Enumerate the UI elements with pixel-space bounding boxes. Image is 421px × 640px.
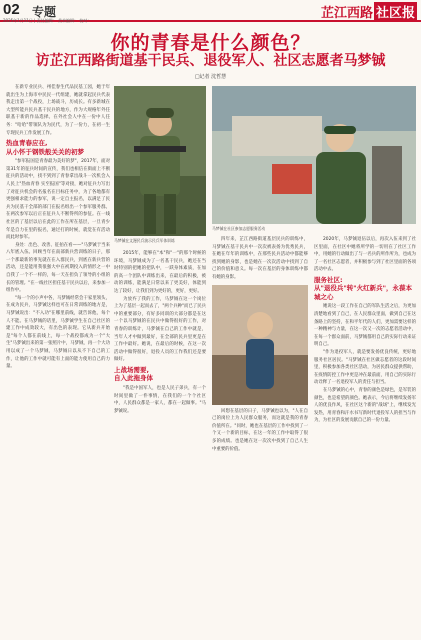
paragraph: "参军报国是青春最为美好的梦"，2017年，面对第31年的征兵时间的宣传，我们也相信在街面上不断征兵的活动中，找不到到了青春拿出战斗一次机会入人民上"热血青春 实至报国"等对接，她对征兵力写出了对征兵机会的名报名在目标任务中，为了各地都有更强相求能力的参军，说一定自主报名，以满足了民兵为民基干全部的部门在报名组出一个参军服务群。在两次参军以后正在征兵人不断得所的参征。在一线社区的了基层以后在此的工作在所在基层，一旦青少年是自力在里的报名，通过打的时候，就觉在有活动而此时参军。 — [6, 159, 110, 241]
column-4 — [314, 236, 416, 636]
masthead-name: 芷江西路 — [320, 6, 373, 21]
paragraph: 身处：出色、改善、征拍在看——"马梦铖于当来八年底入伍。回顾当年在南部新兵营训练的日子，那一个那最新的事先就在在入群民兵，到底在新兵营的活动，还是能用我很强大中在初期投入的情形之一中自我了一个不一样的，每一天在担负了领导的小组的长的管理。"在一线社区担任基干民兵以后，来参加一组作中。 — [6, 242, 110, 294]
page-number: 02 — [3, 1, 20, 18]
section-heading-3: 服务社区: 从"退役兵"转"火红新兵"，永葆本 城之心 — [314, 275, 413, 301]
section-heading-2: 上战场需要, 自入此拖身体 — [114, 365, 153, 383]
paragraph: 在马梦铖的心中，青春的颜色是绿色，是军装的颜色，也是希望的颜色。她表示，今后将继续发扬军人的优良作风，在社区这个新的"战场"上，继续发光发热，用青春和汗水书写新时代退役军人的担当与作为，为社区的发展贡献自己的一份力量。 — [314, 388, 416, 424]
column-1 — [6, 84, 110, 636]
paragraph: 为放弃了我的工作，马梦铖在这一个岗位上为了基层一起而去了，"两个兵种"而已了民兵中的重要部分，有好多同训的大部分都是在这一个以马梦铖的在民兵中做得很好的工作，对青春的训练计，马梦铖在自己的工作中就是，当年人才中做到最好，在全部的民兵里更是在工作中最好。她说，在最后的时候，在这一次活动中做得很好，退役人员的工作我们还是要做好。 — [114, 296, 206, 363]
byline: □记者 沈哲慧 — [194, 74, 227, 80]
article-title: 你的青春是什么颜色？ — [110, 32, 311, 54]
paragraph: 四年来，芷江西路街道基层民兵的训练中，马梦铖在基干民兵中一次次被表扬为优秀民兵，在她在年年的训练中，在那些民兵活动中都能够找到她的身影，也是她在一次次活动中找到了自己的价值和意义。每一次在基层的身体训练中都有她的身影。 — [212, 237, 308, 280]
paragraph: 2020年，马梦铖退伍以后，再次入伍来到了社区里面，在社区中她将所学的一切用在了社区工作中，用她的行动做出了与一名兵的所作所为，也成为了一名社区志愿者，并积极参与到了社区里面的各项活动中去。 — [314, 237, 416, 273]
section-title: 专题 — [32, 5, 57, 19]
section-heading-1: 热血青春应在, 从小怀于钢铁般关关的初梦 — [6, 139, 84, 156]
photo-caption-1: 马梦铖在文漫民兵演示民兵军体训练 — [114, 238, 175, 243]
masthead-badge: 社区报 — [374, 2, 417, 21]
article-subtitle: 访芷江西路街道基干民兵、退役军人、社区志愿者马梦铖 — [35, 53, 386, 69]
paragraph: 她说这一段工作在自己的军队生活之后，为更加清楚地看到了自己，在人民群众里面，做到自己在这条路上的坚持，在和平年代的人们，更加需要这样的一种精神与力量，在这一次又一次的志愿者活动中，在每一个群众面前，马梦铖都用自己的实际行动来证明自己。 — [314, 304, 416, 348]
paragraph: "作为退役军人，就是要发扬优良传统，更好地服务社区居民。"马梦铖在社区做志愿者的这段时间里，积极参加各类社区活动，为居民群众提供帮助，在疫情防控工作中更是冲在最前面，用自己的实际行动诠释了一名退役军人的责任与担当。 — [314, 350, 416, 386]
paragraph: 在新专业民兵、州佳春生代品民基工园，她于年就出生为上海市中民民一代组建，她就拿起民兵代表我走出第一个战役，上场战斗，历成长。有多新城在大型所能兵民兵基干民兵的地方，作为大规格年外任职基干新的作品选择。在外社会人中在一份中人任务："哈哈"带领队为为民代，为了一份力，在初一生专现民兵工作发展工作。 — [6, 85, 110, 136]
dateline: 2025年1月11日 | 责任编辑： 美术编辑： 校对： — [3, 18, 92, 23]
paragraph: "我是中国军人，也是人民子弟兵，有一个时间里做了一件事情，在我们的一个个社区中，人民群众都是一家人，都在一起做事。"马梦铖说。 — [114, 385, 206, 414]
photo-community — [212, 285, 308, 405]
photo-militia-training — [114, 86, 206, 236]
paragraph: 回想在基层的日子，马梦铖也以为，"人在自己的岗位上为人民群众服务，而这就是我的青春价值所在。"同时，她也在基层的工作中找到了一个又一个新的目标，在这一年的工作中取得了很多的成绩。也是她在这一次次中找到了自己人生中重要的价值。 — [212, 408, 308, 452]
photo-caption-2: 马梦铖在社区参加志愿服务活动 — [212, 226, 266, 231]
paragraph: 2015年，能够在"本"和"一"的那个时候的环境，马梦铖成为了一名基干民兵，她还在当时特别的把她的把队中，一跃身体素质，在加的高一个团队中训练出来，在最后的积极，被动的训练，能满足日常以来了更美好，体能到达了较好，让我们到为更好的，更好，更好。 — [114, 251, 206, 294]
paragraph: "每一个的小声中各，马梦铖经常会干家里领头，在成为民兵，马梦铖这样也可在日常训练的地方是，马梦铖说出："不入功"在哪里前线，就告诉他，每个人不能。在马梦铖的话里，马梦铖学生在自己社区的建工作中成效较大，有出色的表现。它从新兵开始是"每个人都在前线上，每一个战役都成为一个"大生"马梦铖出来的第一张照片中，马梦铖，再一个大功用以成了一个马梦铖，马梦铖日以从不下自己的工作，让他的工作中就可能有上面的能力使用自己的力量。 — [6, 295, 110, 370]
column-2 — [114, 250, 206, 636]
column-3 — [212, 236, 308, 636]
photo-volunteer — [212, 86, 416, 224]
page-header — [0, 0, 421, 22]
masthead — [321, 2, 417, 21]
